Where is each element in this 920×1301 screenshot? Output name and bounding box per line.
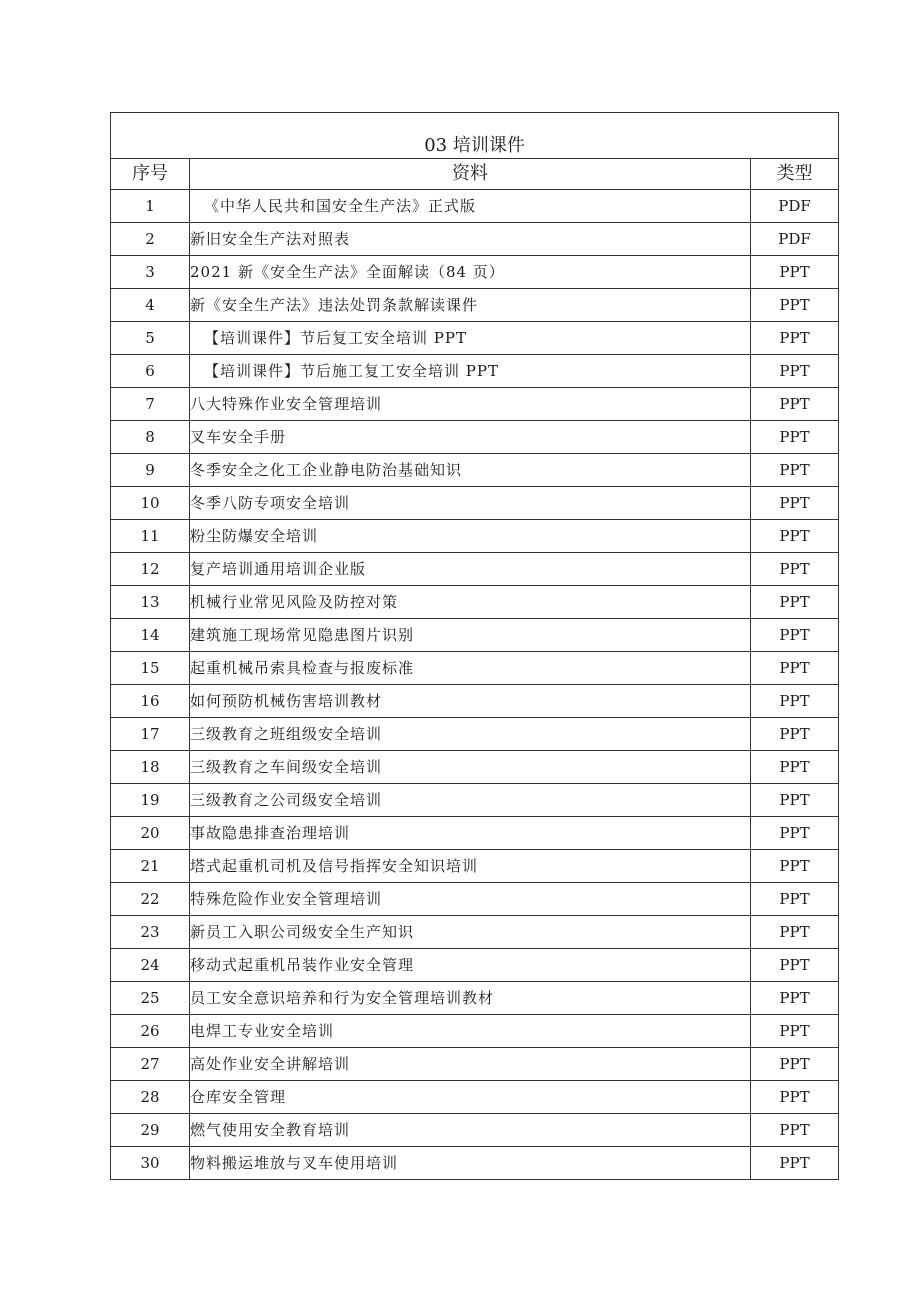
row-index: 25 bbox=[111, 982, 190, 1015]
row-file-type: PPT bbox=[751, 751, 839, 784]
row-material-name: 粉尘防爆安全培训 bbox=[190, 520, 751, 553]
table-row bbox=[111, 883, 839, 916]
row-material-name: 电焊工专业安全培训 bbox=[190, 1015, 751, 1048]
header-type: 类型 bbox=[751, 159, 839, 190]
row-material-name: 三级教育之公司级安全培训 bbox=[190, 784, 751, 817]
table-row bbox=[111, 553, 839, 586]
row-file-type: PPT bbox=[751, 355, 839, 388]
row-material-name: 新旧安全生产法对照表 bbox=[190, 223, 751, 256]
table-row bbox=[111, 949, 839, 982]
table-row bbox=[111, 256, 839, 289]
row-index: 5 bbox=[111, 322, 190, 355]
table-row bbox=[111, 1147, 839, 1180]
row-index: 24 bbox=[111, 949, 190, 982]
row-file-type: PPT bbox=[751, 1048, 839, 1081]
row-index: 1 bbox=[111, 190, 190, 223]
row-material-name: 建筑施工现场常见隐患图片识别 bbox=[190, 619, 751, 652]
row-file-type: PPT bbox=[751, 1015, 839, 1048]
row-file-type: PPT bbox=[751, 1081, 839, 1114]
row-file-type: PPT bbox=[751, 454, 839, 487]
row-material-name: 冬季安全之化工企业静电防治基础知识 bbox=[190, 454, 751, 487]
row-index: 28 bbox=[111, 1081, 190, 1114]
row-file-type: PPT bbox=[751, 949, 839, 982]
table-row bbox=[111, 718, 839, 751]
row-material-name: 【培训课件】节后复工安全培训 PPT bbox=[190, 322, 751, 355]
table-row bbox=[111, 652, 839, 685]
table-row bbox=[111, 982, 839, 1015]
row-material-name: 移动式起重机吊装作业安全管理 bbox=[190, 949, 751, 982]
row-index: 18 bbox=[111, 751, 190, 784]
table-row bbox=[111, 619, 839, 652]
row-file-type: PPT bbox=[751, 619, 839, 652]
row-material-name: 复产培训通用培训企业版 bbox=[190, 553, 751, 586]
row-file-type: PPT bbox=[751, 916, 839, 949]
table-row bbox=[111, 850, 839, 883]
table-row bbox=[111, 586, 839, 619]
row-index: 6 bbox=[111, 355, 190, 388]
row-index: 15 bbox=[111, 652, 190, 685]
table-row bbox=[111, 520, 839, 553]
row-index: 14 bbox=[111, 619, 190, 652]
row-material-name: 员工安全意识培养和行为安全管理培训教材 bbox=[190, 982, 751, 1015]
row-material-name: 八大特殊作业安全管理培训 bbox=[190, 388, 751, 421]
row-index: 13 bbox=[111, 586, 190, 619]
table-row bbox=[111, 751, 839, 784]
training-materials-table bbox=[110, 112, 839, 1180]
row-material-name: 仓库安全管理 bbox=[190, 1081, 751, 1114]
header-index: 序号 bbox=[111, 159, 190, 190]
row-file-type: PPT bbox=[751, 586, 839, 619]
table-row bbox=[111, 817, 839, 850]
row-index: 9 bbox=[111, 454, 190, 487]
table-row bbox=[111, 1015, 839, 1048]
row-material-name: 2021 新《安全生产法》全面解读（84 页） bbox=[190, 256, 751, 289]
row-material-name: 高处作业安全讲解培训 bbox=[190, 1048, 751, 1081]
row-file-type: PPT bbox=[751, 784, 839, 817]
row-index: 19 bbox=[111, 784, 190, 817]
row-material-name: 三级教育之班组级安全培训 bbox=[190, 718, 751, 751]
table-row bbox=[111, 784, 839, 817]
row-file-type: PPT bbox=[751, 520, 839, 553]
row-index: 17 bbox=[111, 718, 190, 751]
row-file-type: PPT bbox=[751, 982, 839, 1015]
row-file-type: PPT bbox=[751, 817, 839, 850]
table-title-row bbox=[111, 113, 839, 159]
row-file-type: PPT bbox=[751, 487, 839, 520]
row-index: 7 bbox=[111, 388, 190, 421]
row-material-name: 叉车安全手册 bbox=[190, 421, 751, 454]
row-index: 23 bbox=[111, 916, 190, 949]
row-index: 8 bbox=[111, 421, 190, 454]
row-index: 30 bbox=[111, 1147, 190, 1180]
row-index: 22 bbox=[111, 883, 190, 916]
table-row bbox=[111, 388, 839, 421]
row-index: 11 bbox=[111, 520, 190, 553]
table-row bbox=[111, 1048, 839, 1081]
row-file-type: PDF bbox=[751, 190, 839, 223]
row-file-type: PPT bbox=[751, 1114, 839, 1147]
row-file-type: PPT bbox=[751, 685, 839, 718]
row-index: 10 bbox=[111, 487, 190, 520]
row-material-name: 三级教育之车间级安全培训 bbox=[190, 751, 751, 784]
row-file-type: PPT bbox=[751, 1147, 839, 1180]
row-index: 26 bbox=[111, 1015, 190, 1048]
table-row bbox=[111, 685, 839, 718]
row-material-name: 冬季八防专项安全培训 bbox=[190, 487, 751, 520]
table-row bbox=[111, 421, 839, 454]
table-row bbox=[111, 355, 839, 388]
table-body bbox=[111, 190, 839, 1180]
row-file-type: PPT bbox=[751, 718, 839, 751]
table-row bbox=[111, 322, 839, 355]
row-file-type: PPT bbox=[751, 289, 839, 322]
table-row bbox=[111, 289, 839, 322]
header-name: 资料 bbox=[190, 159, 751, 190]
row-index: 29 bbox=[111, 1114, 190, 1147]
table-row bbox=[111, 487, 839, 520]
row-file-type: PPT bbox=[751, 553, 839, 586]
row-file-type: PPT bbox=[751, 883, 839, 916]
row-file-type: PPT bbox=[751, 322, 839, 355]
row-index: 20 bbox=[111, 817, 190, 850]
table-row bbox=[111, 916, 839, 949]
row-file-type: PPT bbox=[751, 388, 839, 421]
row-material-name: 物料搬运堆放与叉车使用培训 bbox=[190, 1147, 751, 1180]
row-index: 27 bbox=[111, 1048, 190, 1081]
row-file-type: PPT bbox=[751, 850, 839, 883]
row-file-type: PPT bbox=[751, 256, 839, 289]
row-material-name: 新员工入职公司级安全生产知识 bbox=[190, 916, 751, 949]
row-file-type: PDF bbox=[751, 223, 839, 256]
table-row bbox=[111, 223, 839, 256]
row-material-name: 新《安全生产法》违法处罚条款解读课件 bbox=[190, 289, 751, 322]
row-material-name: 如何预防机械伤害培训教材 bbox=[190, 685, 751, 718]
row-material-name: 特殊危险作业安全管理培训 bbox=[190, 883, 751, 916]
table-row bbox=[111, 1114, 839, 1147]
row-material-name: 燃气使用安全教育培训 bbox=[190, 1114, 751, 1147]
table-row bbox=[111, 1081, 839, 1114]
row-material-name: 事故隐患排查治理培训 bbox=[190, 817, 751, 850]
table-title: 03 培训课件 bbox=[111, 113, 839, 159]
row-material-name: 《中华人民共和国安全生产法》正式版 bbox=[190, 190, 751, 223]
row-index: 4 bbox=[111, 289, 190, 322]
row-index: 16 bbox=[111, 685, 190, 718]
row-material-name: 起重机械吊索具检查与报废标准 bbox=[190, 652, 751, 685]
row-index: 21 bbox=[111, 850, 190, 883]
table-row bbox=[111, 454, 839, 487]
row-material-name: 塔式起重机司机及信号指挥安全知识培训 bbox=[190, 850, 751, 883]
row-file-type: PPT bbox=[751, 652, 839, 685]
row-file-type: PPT bbox=[751, 421, 839, 454]
table-header-row bbox=[111, 159, 839, 190]
row-material-name: 【培训课件】节后施工复工安全培训 PPT bbox=[190, 355, 751, 388]
row-index: 3 bbox=[111, 256, 190, 289]
row-material-name: 机械行业常见风险及防控对策 bbox=[190, 586, 751, 619]
row-index: 12 bbox=[111, 553, 190, 586]
table-row bbox=[111, 190, 839, 223]
row-index: 2 bbox=[111, 223, 190, 256]
